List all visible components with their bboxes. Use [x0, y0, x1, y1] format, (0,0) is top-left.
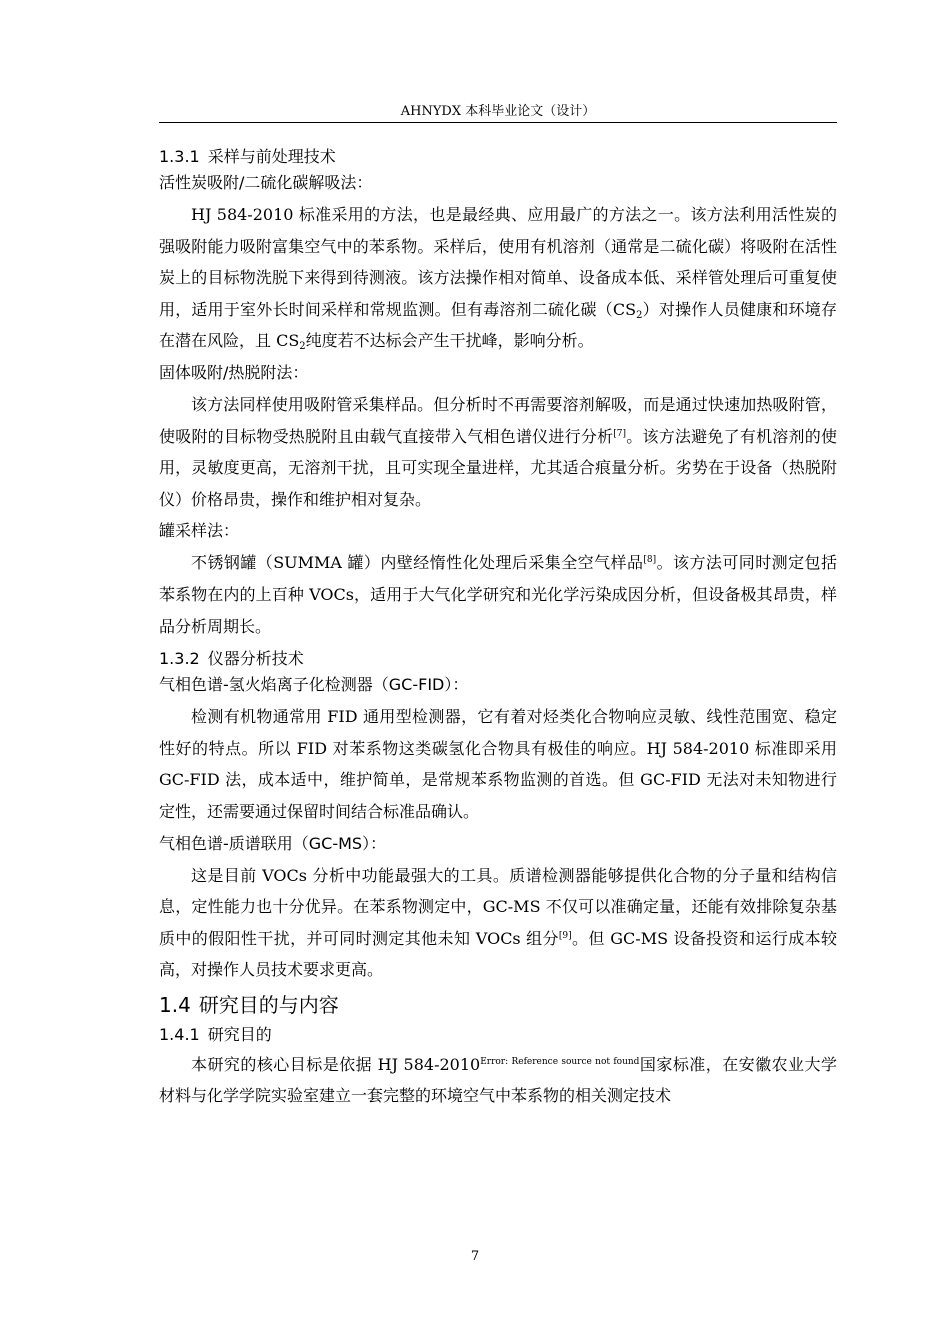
subscript: 2 [299, 341, 306, 353]
paragraph-thermal-desorption [159, 389, 837, 515]
paragraph-gc-ms [159, 860, 837, 986]
text-run: 不锈钢罐（SUMMA 罐）内壁经惰性化处理后采集全空气样品 [191, 553, 644, 573]
section-number: 1.4.1 [159, 1024, 200, 1044]
method-heading-gc-ms: 气相色谱-质谱联用（GC-MS）： [159, 833, 387, 853]
paragraph-research-goal [159, 1049, 837, 1112]
text-run: ）对操作人员健康和环境存在潜在风险，且 CS [159, 299, 837, 351]
section-title: 采样与前处理技术 [207, 147, 336, 166]
reference-error: Error: Reference source not found [480, 1056, 640, 1067]
running-header: AHNYDX 本科毕业论文（设计） [400, 104, 596, 119]
section-heading-1-3-2 [159, 649, 837, 669]
section-number: 1.3.1 [159, 147, 200, 166]
paragraph-canister [159, 547, 837, 642]
text-run: 。但 GC-MS 设备投资和运行成本较高，对操作人员技术要求更高。 [159, 928, 837, 980]
text-run: 。该方法避免了有机溶剂的使用，灵敏度更高，无溶剂干扰，且可实现全量进样，尤其适合痕量分析。劣势在于设备（热脱附仪）价格昂贵，操作和维护相对复杂。 [159, 426, 837, 509]
text-run: 本研究的核心目标是依据 HJ 584-2010 [191, 1054, 481, 1074]
section-heading-1-3-1 [159, 147, 837, 167]
citation: [9] [558, 930, 572, 941]
method-heading-thermal-desorption: 固体吸附/热脱附法： [159, 362, 309, 382]
text-run: 该方法同样使用吸附管采集样品。但分析时不再需要溶剂解吸，而是通过快速加热吸附管，使吸附的目标物受热脱附且由载气直接带入气相色谱仪进行分析 [159, 394, 837, 446]
section-number: 1.3.2 [159, 649, 200, 669]
text-run: 这是目前 VOCs 分析中功能最强大的工具。质谱检测器能够提供化合物的分子量和结构信息，定性能力也十分优异。在苯系物测定中，GC-MS 不仅可以准确定量，还能有效排除复杂基质中的假阳性干扰，并可同时测定其他未知 VOCs 组分 [159, 865, 837, 948]
text-run: 国家标准，在安徽农业大学材料与化学学院实验室建立一套完整的环境空气中苯系物的相关测定技术 [159, 1054, 837, 1106]
citation: [7] [613, 428, 627, 439]
section-heading-1-4 [159, 992, 837, 1018]
method-heading-activated-carbon: 活性炭吸附/二硫化碳解吸法： [159, 173, 373, 192]
section-number: 1.4 [159, 992, 191, 1017]
text-run: 纯度若不达标会产生干扰峰，影响分析。 [305, 331, 594, 351]
body-content [159, 140, 837, 1112]
section-title: 研究目的与内容 [198, 992, 339, 1017]
paragraph-activated-carbon [159, 199, 837, 357]
method-heading-canister: 罐采样法： [159, 521, 240, 541]
text-run: 。该方法可同时测定包括苯系物在内的上百种 VOCs，适用于大气化学研究和光化学污染成因分析，但设备极其昂贵，样品分析周期长。 [159, 553, 837, 636]
citation: [8] [643, 555, 657, 566]
subscript: 2 [636, 309, 643, 321]
method-heading-gc-fid: 气相色谱-氢火焰离子化检测器（GC-FID）： [159, 675, 469, 695]
section-heading-1-4-1 [159, 1025, 837, 1045]
header-rule [159, 122, 837, 123]
section-title: 研究目的 [207, 1024, 272, 1044]
paragraph-gc-fid: 检测有机物通常用 FID 通用型检测器，它有着对烃类化合物响应灵敏、线性范围宽、稳定性好的特点。所以 FID 对苯系物这类碳氢化合物具有极佳的响应。HJ 584-2010 标准即采用 GC-FID 法，成本适中，维护简单，是常规苯系物监测的首选。但 GC-FID 无法对未知物进行定性，还需要通过保留时间结合标准品确认。 [159, 707, 837, 821]
text-run: HJ 584-2010 标准采用的方法，也是最经典、应用最广的方法之一。该方法利用活性炭的强吸附能力吸附富集空气中的苯系物。采样后，使用有机溶剂（通常是二硫化碳）将吸附在活性炭上的目标物洗脱下来得到待测液。该方法操作相对简单、设备成本低、采样管处理后可重复使用，适用于室外长时间采样和常规监测。但有毒溶剂二硫化碳（CS [159, 205, 837, 319]
section-title: 仪器分析技术 [207, 649, 304, 669]
page-number: 7 [470, 1249, 480, 1264]
